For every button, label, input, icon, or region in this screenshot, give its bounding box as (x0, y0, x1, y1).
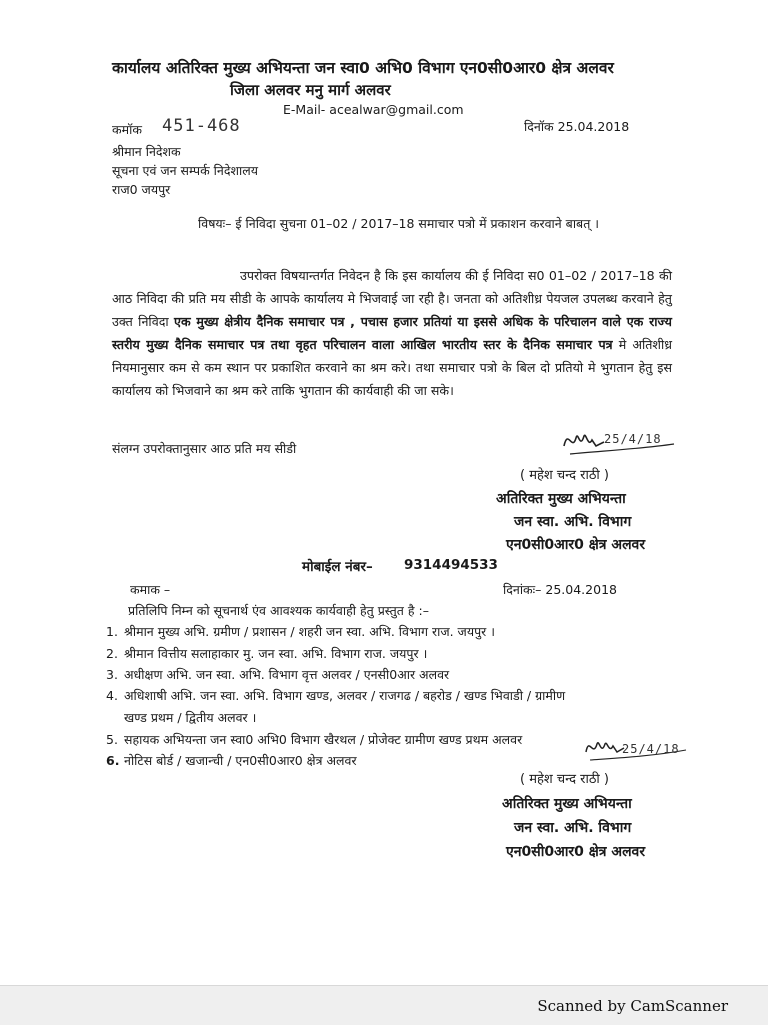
scanned-by-label: Scanned by CamScanner (537, 997, 728, 1015)
mobile-number: 9314494533 (404, 557, 498, 573)
copy-item (106, 645, 427, 662)
copy-item (106, 666, 449, 683)
signature-date-2: 25/4/18 (622, 742, 680, 756)
ref-date: दिनॉक 25.04.2018 (524, 119, 630, 134)
copy-item (106, 623, 495, 640)
copy-item-number: 6. (106, 753, 120, 768)
copy-date: दिनांकः– 25.04.2018 (503, 582, 617, 597)
subject-line: विषयः– ई निविदा सुचना 01–02 / 2017–18 समाचार पत्रो में प्रकाशन करवाने बाबत् । (198, 216, 600, 231)
copy-kramak: कमाक – (130, 582, 171, 597)
copy-item-text: अधीक्षण अभि. जन स्वा. अभि. विभाग वृत्त अलवर / एनसी0आर अलवर (124, 667, 450, 682)
signature-date-1: 25/4/18 (604, 432, 662, 446)
copy-item-text: श्रीमान मुख्य अभि. ग्रमीण / प्रशासन / शहरी जन स्वा. अभि. विभाग राज. जयपुर । (124, 624, 496, 639)
signatory-title-2a: अतिरिक्त मुख्य अभियन्ता (502, 796, 632, 812)
signatory-title-1b: जन स्वा. अभि. विभाग (514, 514, 632, 530)
address-line-1: श्रीमान निदेशक (112, 144, 181, 159)
enclosure-note: संलग्न उपरोक्तानुसार आठ प्रति मय सीडी (112, 441, 297, 456)
copy-item-continuation (106, 709, 256, 726)
letterhead-title: कार्यालय अतिरिक्त मुख्य अभियन्ता जन स्वा0 अभि0 विभाग एन0सी0आर0 क्षेत्र अलवर (112, 59, 614, 77)
copy-intro: प्रतिलिपि निम्न को सूचनार्थ एंव आवश्यक कार्यवाही हेतु प्रस्तुत है :– (128, 603, 429, 618)
signatory-title-1c: एन0सी0आर0 क्षेत्र अलवर (506, 537, 646, 553)
scanner-footer (0, 985, 768, 1025)
copy-item-text: खण्ड प्रथम / द्वितीय अलवर । (124, 710, 257, 725)
copy-item-number: 2. (106, 646, 118, 661)
copy-item-number: 3. (106, 667, 118, 682)
body-text-end: मे अतिशीध्र नियमानुसार कम से कम स्थान पर प्रकाशित करवाने का श्रम करे। तथा समाचार पत्रो के बिल दो प्रतियो मे भुगतान हेतु इस कार्यालय को भिजवाने का श्रम करे ताकि भुगतान की कार्यवाही की जा सके। (112, 337, 672, 398)
copy-item-text: सहायक अभियन्ता जन स्वा0 अभि0 विभाग खैरथल / प्रोजेक्ट ग्रामीण खण्ड प्रथम अलवर (124, 732, 523, 747)
ref-number: 451-468 (162, 116, 241, 136)
signatory-title-2b: जन स्वा. अभि. विभाग (514, 820, 632, 836)
mobile-label: मोबाईल नंबर– (302, 559, 373, 575)
copy-item-number: 4. (106, 688, 118, 703)
copy-item-text: अधिशाषी अभि. जन स्वा. अभि. विभाग खण्ड, अलवर / राजगढ / बहरोड / खण्ड भिवाडी / ग्रामीण (124, 688, 566, 703)
copy-item-number: 5. (106, 732, 118, 747)
copy-item (106, 731, 522, 748)
body-text-bold: एक मुख्य क्षेत्रीय दैनिक समाचार पत्र , पचास हजार प्रतियां या इससे अधिक के परिचालन वाले एक राज्य स्तरीय मुख्य दैनिक समाचार पत्र तथा वृहत परिचालन वाला आखिल भारतीय स्तर के दैनिक समाचार पत्र (112, 314, 672, 352)
copy-item (106, 687, 565, 704)
address-line-3: राज0 जयपुर (112, 182, 171, 197)
signatory-title-1a: अतिरिक्त मुख्य अभियन्ता (496, 491, 626, 507)
copy-item-text: नोटिस बोर्ड / खजान्ची / एन0सी0आर0 क्षेत्र अलवर (124, 753, 357, 768)
signatory-name-2: ( महेश चन्द राठी ) (520, 772, 609, 787)
signatory-name-1: ( महेश चन्द राठी ) (520, 468, 609, 483)
copy-item-text: श्रीमान वित्तीय सलाहाकार मु. जन स्वा. अभि. विभाग राज. जयपुर । (124, 646, 428, 661)
signatory-title-2c: एन0सी0आर0 क्षेत्र अलवर (506, 844, 646, 860)
copy-item-number: 1. (106, 624, 118, 639)
letterhead-email: E-Mail- acealwar@gmail.com (283, 102, 464, 117)
letterhead-address: जिला अलवर मनु मार्ग अलवर (230, 81, 391, 99)
ref-label: कमॉक (112, 122, 142, 137)
address-line-2: सूचना एवं जन सम्पर्क निदेशालय (112, 163, 258, 178)
body-paragraph (112, 264, 672, 402)
body-text-start: उपरोक्त विषयान्तर्गत निवेदन है कि इस कार्यालय की ई निविदा स0 01–02 / 2017–18 की आठ निविदा की प्रति मय सीडी के आपके कार्यालय मे भिजवाई जा रही है। जनता को अतिशीध्र पेयजल उपलब्ध करवाने हेतु उक्त निविदा (112, 268, 672, 329)
copy-item (106, 752, 357, 769)
